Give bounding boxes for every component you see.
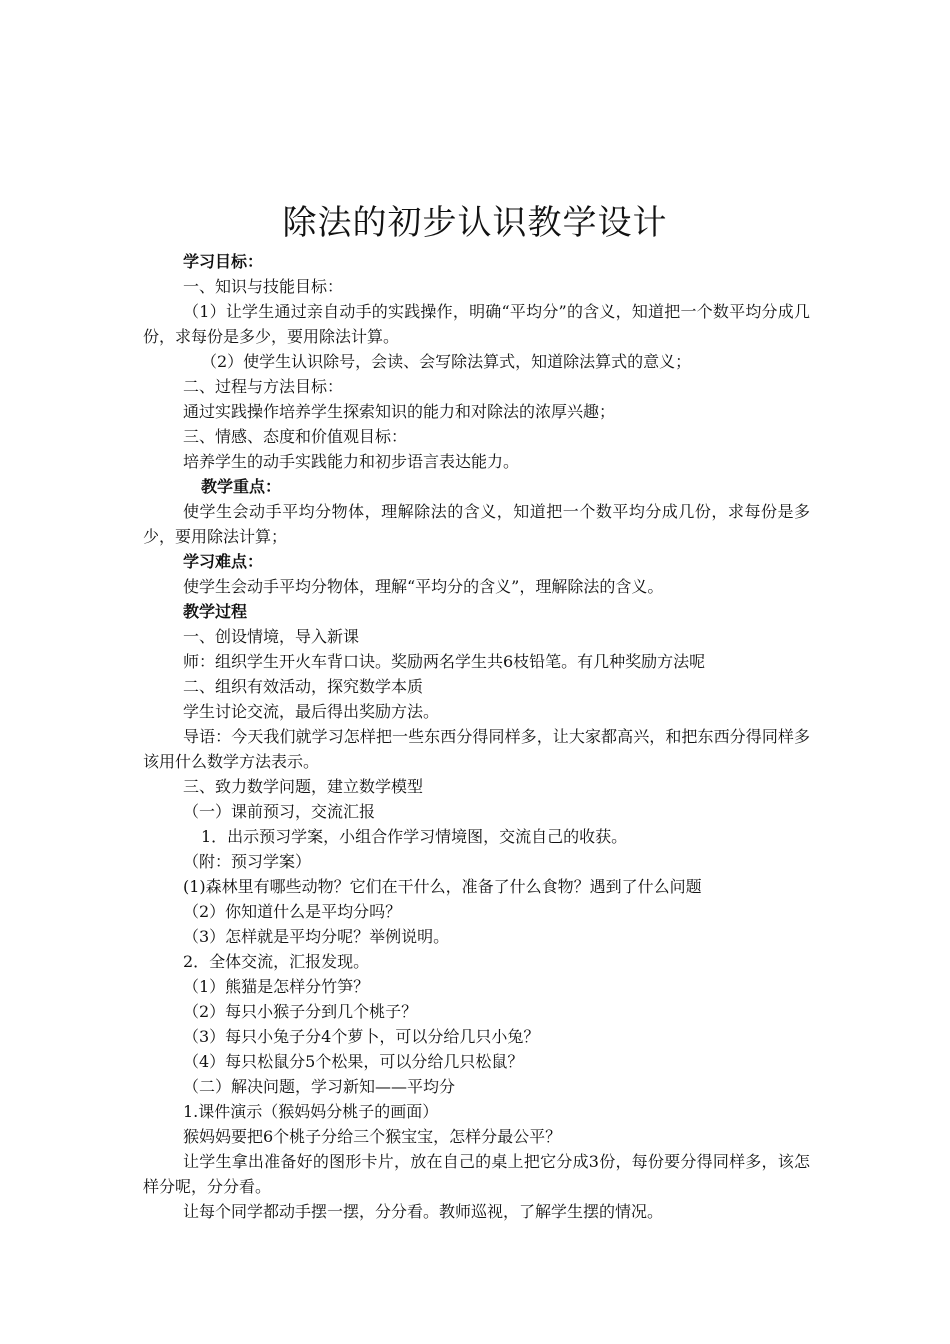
paragraph: (1)森林里有哪些动物？它们在干什么，准备了什么食物？遇到了什么问题 [183, 877, 702, 896]
paragraph: （二）解决问题，学习新知——平均分 [183, 1077, 456, 1096]
paragraph: 2．全体交流，汇报发现。 [183, 952, 370, 971]
paragraph: 三、情感、态度和价值观目标： [183, 427, 408, 446]
paragraph: （2）使学生认识除号，会读、会写除法算式，知道除法算式的意义； [201, 352, 692, 371]
paragraph: 师：组织学生开火车背口诀。奖励两名学生共6枝铅笔。有几种奖励方法呢 [183, 652, 706, 671]
paragraph: （附：预习学案） [183, 852, 312, 871]
paragraph: 通过实践操作培养学生探索知识的能力和对除法的浓厚兴趣； [183, 402, 616, 421]
paragraph: 1．出示预习学案，小组合作学习情境图，交流自己的收获。 [201, 827, 628, 846]
paragraph: （2）每只小猴子分到几个桃子？ [183, 1002, 418, 1021]
heading-learning-difficulty: 学习难点： [183, 552, 264, 571]
heading-learning-goals: 学习目标： [183, 252, 264, 271]
paragraph: 培养学生的动手实践能力和初步语言表达能力。 [183, 452, 520, 471]
paragraph: 使学生会动手平均分物体，理解“平均分的含义”，理解除法的含义。 [183, 577, 664, 596]
paragraph: （3）怎样就是平均分呢？举例说明。 [183, 927, 450, 946]
paragraph: 三、致力数学问题，建立数学模型 [183, 777, 424, 796]
paragraph: 导语：今天我们就学习怎样把一些东西分得同样多，让大家都高兴，和把东西分得同样多该用什么数学方法表示。 [143, 727, 810, 771]
paragraph: 二、过程与方法目标： [183, 377, 344, 396]
paragraph: 使学生会动手平均分物体，理解除法的含义，知道把一个数平均分成几份，求每份是多少，要用除法计算； [143, 502, 810, 546]
document-body [143, 249, 810, 1224]
paragraph: 二、组织有效活动，探究数学本质 [183, 677, 424, 696]
paragraph: （2）你知道什么是平均分吗？ [183, 902, 402, 921]
paragraph: （一）课前预习，交流汇报 [183, 802, 376, 821]
paragraph: 让每个同学都动手摆一摆，分分看。教师巡视，了解学生摆的情况。 [183, 1202, 664, 1221]
paragraph: （1）让学生通过亲自动手的实践操作，明确“平均分”的含义，知道把一个数平均分成几份，求每份是多少，要用除法计算。 [143, 302, 810, 346]
paragraph: 让学生拿出准备好的图形卡片，放在自己的桌上把它分成3份，每份要分得同样多，该怎样分呢，分分看。 [143, 1152, 810, 1196]
document-title: 除法的初步认识教学设计 [282, 203, 668, 243]
heading-teaching-process: 教学过程 [183, 602, 248, 621]
paragraph: （4）每只松鼠分5个松果，可以分给几只松鼠？ [183, 1052, 524, 1071]
paragraph: 一、知识与技能目标： [183, 277, 344, 296]
heading-teaching-focus: 教学重点： [201, 477, 282, 496]
paragraph: 1.课件演示（猴妈妈分桃子的画面） [183, 1102, 439, 1121]
paragraph: 猴妈妈要把6个桃子分给三个猴宝宝，怎样分最公平？ [183, 1127, 562, 1146]
paragraph: （3）每只小兔子分4个萝卜，可以分给几只小兔？ [183, 1027, 540, 1046]
paragraph: 一、创设情境，导入新课 [183, 627, 360, 646]
paragraph: 学生讨论交流，最后得出奖励方法。 [183, 702, 440, 721]
paragraph: （1）熊猫是怎样分竹笋？ [183, 977, 370, 996]
